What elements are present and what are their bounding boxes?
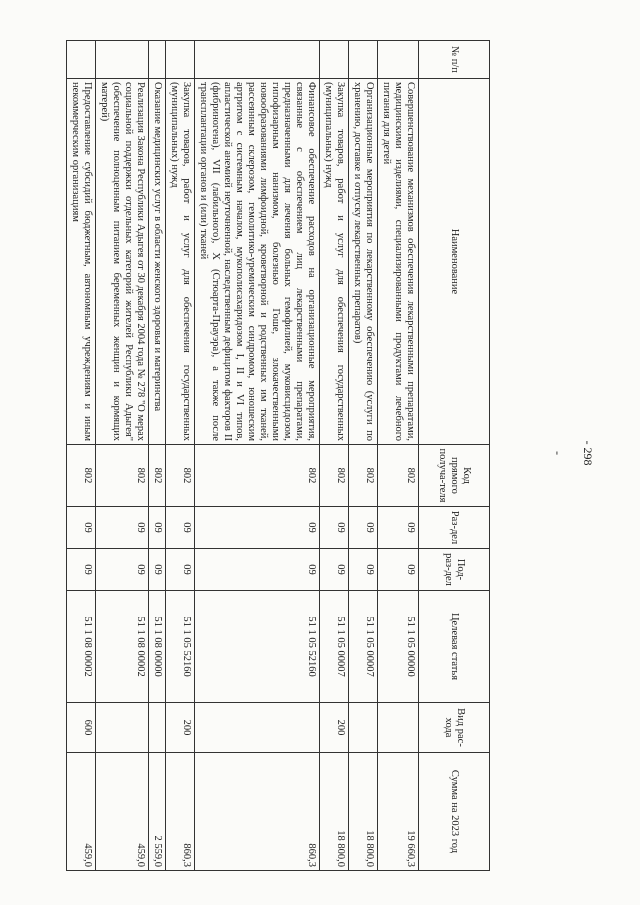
cell-target: 51 1 05 00007 [320, 591, 349, 703]
cell-no [320, 41, 349, 79]
cell-subsection: 09 [195, 549, 320, 591]
col-header-expense-type: Вид рас-хода [419, 703, 490, 753]
col-header-amount: Сумма на 2023 год [419, 753, 490, 871]
table-row [166, 41, 195, 871]
cell-name: Организационные мероприятия по лекарственному обеспечению (услуги по хранению, доставке и отпуску лекарственных препаратов) [349, 79, 378, 445]
cell-target: 51 1 08 00002 [96, 591, 149, 703]
cell-no [195, 41, 320, 79]
table-row [378, 41, 419, 871]
cell-subsection: 09 [67, 549, 96, 591]
cell-subsection: 09 [349, 549, 378, 591]
cell-no [166, 41, 195, 79]
cell-name: Оказание медицинских услуг в области женского здоровья и материнства [149, 79, 166, 445]
cell-expense-type [149, 703, 166, 753]
cell-recipient: 802 [149, 445, 166, 507]
cell-name: Закупка товаров, работ и услуг для обеспечения государственных (муниципальных) нужд [320, 79, 349, 445]
cell-no [67, 41, 96, 79]
cell-section: 09 [195, 507, 320, 549]
cell-no [349, 41, 378, 79]
cell-section: 09 [349, 507, 378, 549]
col-header-section: Раз-дел [419, 507, 490, 549]
cell-recipient: 802 [195, 445, 320, 507]
table-row [96, 41, 149, 871]
table-row [349, 41, 378, 871]
cell-section: 09 [67, 507, 96, 549]
table-header-row [419, 41, 490, 871]
cell-expense-type [96, 703, 149, 753]
cell-target: 51 1 05 52160 [166, 591, 195, 703]
budget-table-page [0, 40, 490, 870]
cell-recipient: 802 [166, 445, 195, 507]
cell-expense-type: 200 [166, 703, 195, 753]
col-header-no: № п/п [419, 41, 490, 79]
cell-recipient: 802 [349, 445, 378, 507]
cell-target: 51 1 08 00000 [149, 591, 166, 703]
budget-table [66, 40, 490, 871]
cell-subsection: 09 [149, 549, 166, 591]
cell-target: 51 1 08 00002 [67, 591, 96, 703]
table-row [195, 41, 320, 871]
cell-name: Финансовое обеспечение расходов на организационные мероприятия, связанные с обеспечением лиц лекарственными препаратами, предназначенными для лечения больных гемофилией, муковисцидозом, гипофизарным нанизмом, болезнью Гоше, злокачественными новообразованиями лимфоидной, кроветворной и родственных им тканей, рассеянным склерозом, гемолитико-уремическим синдромом, юношеским артритом с системным началом, мукополисахаридозом I, II и VI типов, апластической анемией неуточненной, наследственным дефицитом факторов II (фибриногена), VII (лабильного), X (Стюарта-Прауэра), а также после трансплантации органов и (или) тканей [195, 79, 320, 445]
cell-recipient: 802 [67, 445, 96, 507]
cell-no [378, 41, 419, 79]
cell-expense-type: 200 [320, 703, 349, 753]
cell-amount: 19 660,3 [378, 753, 419, 871]
cell-name: Совершенствование механизмов обеспечения лекарственными препаратами, медицинскими изделиями, специализированными продуктами лечебного питания для детей [378, 79, 419, 445]
cell-recipient: 802 [378, 445, 419, 507]
col-header-recipient: Код прямого получа-теля [419, 445, 490, 507]
cell-subsection: 09 [96, 549, 149, 591]
cell-section: 09 [96, 507, 149, 549]
cell-subsection: 09 [320, 549, 349, 591]
cell-target: 51 1 05 00007 [349, 591, 378, 703]
cell-name: Предоставление субсидий бюджетным, автономным учреждениям и иным некоммерческим организациям [67, 79, 96, 445]
cell-amount: 459,0 [67, 753, 96, 871]
col-header-name: Наименование [419, 79, 490, 445]
col-header-subsection: Под-раз-дел [419, 549, 490, 591]
cell-amount: 18 800,0 [349, 753, 378, 871]
cell-subsection: 09 [166, 549, 195, 591]
cell-section: 09 [166, 507, 195, 549]
cell-amount: 860,3 [166, 753, 195, 871]
cell-expense-type [349, 703, 378, 753]
cell-section: 09 [149, 507, 166, 549]
table-row [320, 41, 349, 871]
cell-no [96, 41, 149, 79]
cell-amount: 18 800,0 [320, 753, 349, 871]
cell-recipient: 802 [320, 445, 349, 507]
cell-expense-type: 600 [67, 703, 96, 753]
cell-amount: 2 559,0 [149, 753, 166, 871]
page-number: - 298 - [551, 440, 595, 466]
col-header-target: Целевая статья [419, 591, 490, 703]
cell-no [149, 41, 166, 79]
cell-amount: 860,3 [195, 753, 320, 871]
table-row [149, 41, 166, 871]
cell-name: Закупка товаров, работ и услуг для обеспечения государственных (муниципальных) нужд [166, 79, 195, 445]
table-row [67, 41, 96, 871]
cell-section: 09 [320, 507, 349, 549]
cell-expense-type [195, 703, 320, 753]
cell-name: Реализация Закона Республики Адыгея от 30 декабря 2004 года № 278 "О мерах социальной поддержки отдельных категорий жителей Республики Адыгея" (обеспечение полноценным питанием беременных женщин и кормящих матерей) [96, 79, 149, 445]
cell-amount: 459,0 [96, 753, 149, 871]
cell-target: 51 1 05 00000 [378, 591, 419, 703]
cell-expense-type [378, 703, 419, 753]
cell-target: 51 1 05 52160 [195, 591, 320, 703]
cell-section: 09 [378, 507, 419, 549]
cell-recipient: 802 [96, 445, 149, 507]
cell-subsection: 09 [378, 549, 419, 591]
